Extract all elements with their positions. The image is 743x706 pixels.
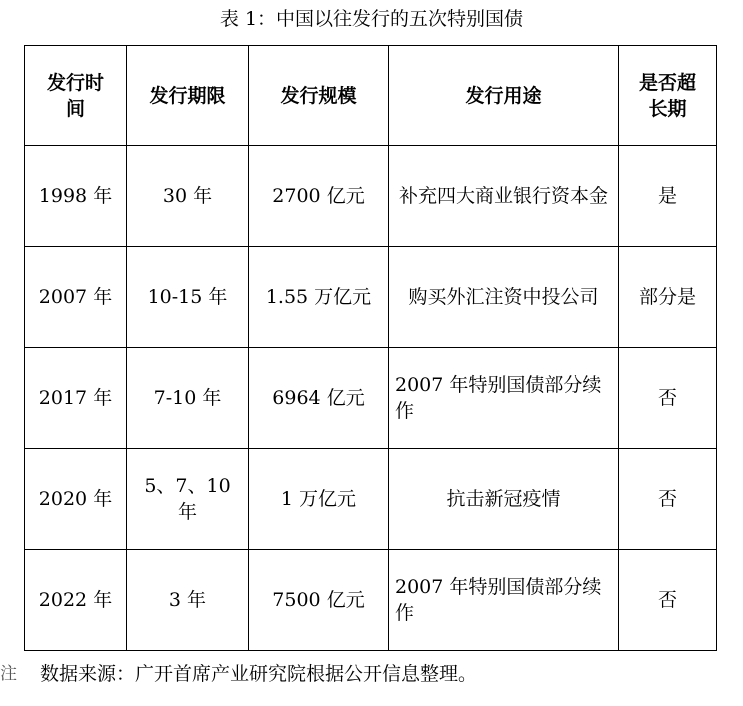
table-row: [25, 146, 717, 247]
cell-term: 3 年: [127, 550, 249, 651]
cell-ultra-long: 是: [619, 146, 717, 247]
column-header-term: 发行期限: [127, 46, 249, 146]
source-note: 数据来源：广开首席产业研究院根据公开信息整理。: [40, 663, 478, 685]
cell-scale: 6964 亿元: [249, 348, 389, 449]
cell-issue-date: 1998 年: [25, 146, 127, 247]
cell-ultra-long: 否: [619, 449, 717, 550]
cell-purpose: 购买外汇注资中投公司: [389, 247, 619, 348]
table-row: [25, 348, 717, 449]
cell-term: 5、7、10 年: [127, 449, 249, 550]
cell-scale: 2700 亿元: [249, 146, 389, 247]
column-header-scale: 发行规模: [249, 46, 389, 146]
cell-term: 7-10 年: [127, 348, 249, 449]
cell-issue-date: 2007 年: [25, 247, 127, 348]
cell-issue-date: 2020 年: [25, 449, 127, 550]
cell-term: 10-15 年: [127, 247, 249, 348]
column-header-ultra-long: 是否超长期: [619, 46, 717, 146]
note-marker: 注: [0, 664, 17, 684]
cell-term: 30 年: [127, 146, 249, 247]
cell-issue-date: 2022 年: [25, 550, 127, 651]
cell-ultra-long: 否: [619, 348, 717, 449]
cell-ultra-long: 否: [619, 550, 717, 651]
cell-ultra-long: 部分是: [619, 247, 717, 348]
cell-purpose: 2007 年特别国债部分续作: [389, 550, 619, 651]
table-caption: 表 1：中国以往发行的五次特别国债: [219, 8, 524, 30]
table-row: [25, 247, 717, 348]
table-header-row: [25, 46, 717, 146]
cell-purpose: 2007 年特别国债部分续作: [389, 348, 619, 449]
cell-purpose: 补充四大商业银行资本金: [389, 146, 619, 247]
cell-issue-date: 2017 年: [25, 348, 127, 449]
cell-scale: 1.55 万亿元: [249, 247, 389, 348]
special-bonds-table: [24, 45, 717, 651]
column-header-issue-date: 发行时间: [25, 46, 127, 146]
table-row: [25, 449, 717, 550]
column-header-purpose: 发行用途: [389, 46, 619, 146]
table-row: [25, 550, 717, 651]
cell-scale: 7500 亿元: [249, 550, 389, 651]
cell-purpose: 抗击新冠疫情: [389, 449, 619, 550]
cell-scale: 1 万亿元: [249, 449, 389, 550]
